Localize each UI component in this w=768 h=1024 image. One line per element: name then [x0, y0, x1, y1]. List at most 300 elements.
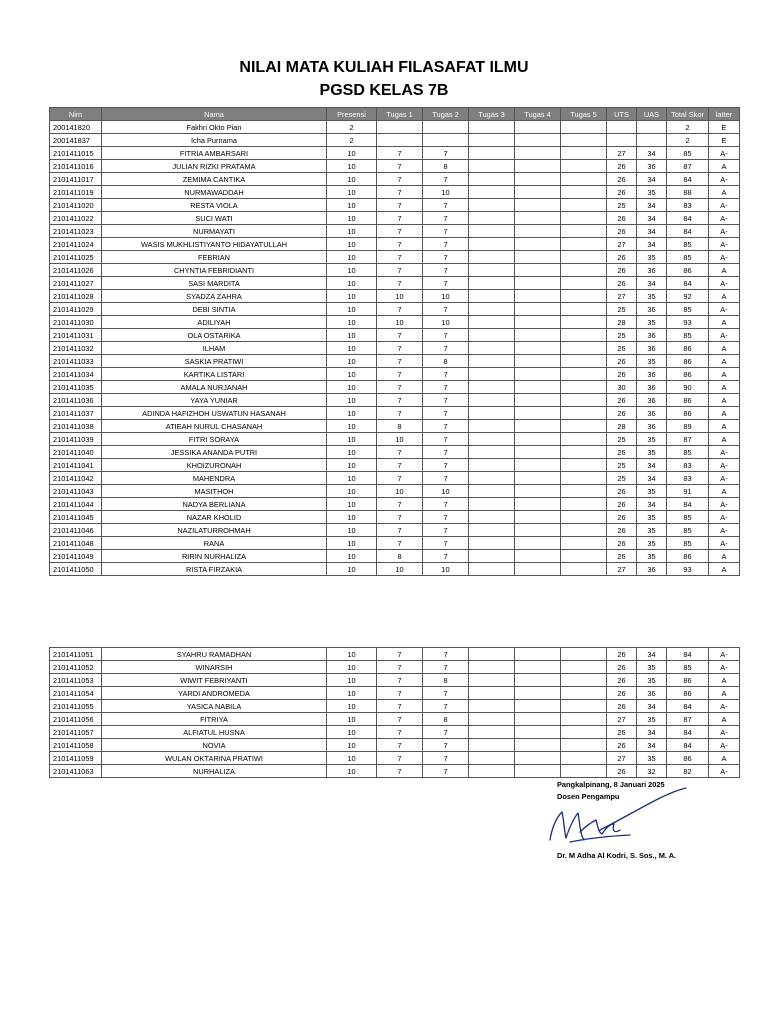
table-cell: 85 [667, 537, 709, 550]
table-cell: 10 [327, 537, 377, 550]
table-cell: 10 [327, 420, 377, 433]
table-cell: 10 [327, 524, 377, 537]
table-cell: 10 [327, 186, 377, 199]
table-cell: 10 [327, 277, 377, 290]
table-row [50, 433, 740, 446]
table-cell [561, 485, 607, 498]
table-cell: 10 [327, 355, 377, 368]
table-cell: 26 [607, 739, 637, 752]
table-cell: 2101411050 [50, 563, 102, 576]
table-cell [561, 700, 607, 713]
table-cell: 2101411059 [50, 752, 102, 765]
table-cell: NURMAWADDAH [102, 186, 327, 199]
table-cell [607, 134, 637, 147]
table-cell: 10 [423, 485, 469, 498]
table-cell [515, 329, 561, 342]
table-cell: 7 [423, 173, 469, 186]
table-cell: Icha Purnama [102, 134, 327, 147]
table-cell: 26 [607, 368, 637, 381]
table-cell: SYADZA ZAHRA [102, 290, 327, 303]
table-cell [469, 186, 515, 199]
table-cell: 7 [377, 342, 423, 355]
table-cell [561, 303, 607, 316]
table-cell [469, 446, 515, 459]
table-cell: ADILIYAH [102, 316, 327, 329]
table-cell: 10 [327, 225, 377, 238]
table-cell: A [709, 264, 740, 277]
table-cell [561, 420, 607, 433]
table-cell: 7 [377, 537, 423, 550]
table-cell: ATIEAH NURUL CHASANAH [102, 420, 327, 433]
table-cell [515, 342, 561, 355]
table-cell: 7 [377, 303, 423, 316]
table-cell: 7 [377, 186, 423, 199]
table-header-row [50, 108, 740, 121]
table-cell [561, 160, 607, 173]
table-cell [515, 394, 561, 407]
table-cell: 35 [637, 485, 667, 498]
table-cell: 82 [667, 765, 709, 778]
table-cell: 2101411043 [50, 485, 102, 498]
table-cell: 2101411034 [50, 368, 102, 381]
table-cell: 25 [607, 329, 637, 342]
table-cell: 34 [637, 212, 667, 225]
table-cell: A- [709, 472, 740, 485]
table-cell: 35 [637, 661, 667, 674]
table-cell: 10 [327, 459, 377, 472]
table-cell: 27 [607, 290, 637, 303]
table-cell: 7 [423, 342, 469, 355]
table-row [50, 277, 740, 290]
table-cell: 26 [607, 173, 637, 186]
table-row [50, 700, 740, 713]
table-cell: 7 [423, 433, 469, 446]
table-cell: A- [709, 459, 740, 472]
table-cell [637, 134, 667, 147]
table-cell: 85 [667, 511, 709, 524]
table-cell [469, 381, 515, 394]
table-cell: 85 [667, 303, 709, 316]
table-cell [515, 121, 561, 134]
table-cell: A- [709, 765, 740, 778]
table-cell: 85 [667, 446, 709, 459]
table-cell: 34 [637, 459, 667, 472]
table-cell [515, 485, 561, 498]
table-cell: 25 [607, 433, 637, 446]
table-cell [469, 251, 515, 264]
table-cell [469, 485, 515, 498]
table-cell [469, 277, 515, 290]
table-row [50, 420, 740, 433]
table-cell: 7 [377, 251, 423, 264]
table-cell: A- [709, 199, 740, 212]
table-cell: 86 [667, 342, 709, 355]
table-cell: 7 [423, 726, 469, 739]
table-cell [469, 739, 515, 752]
table-cell: 35 [637, 186, 667, 199]
signature-role: Dosen Pengampu [557, 792, 620, 801]
table-cell [469, 173, 515, 186]
table-cell [515, 290, 561, 303]
table-cell: A [709, 563, 740, 576]
table-cell [515, 199, 561, 212]
table-cell: 34 [637, 648, 667, 661]
table-cell: 7 [377, 394, 423, 407]
table-cell: A [709, 550, 740, 563]
table-cell [515, 648, 561, 661]
table-cell: 34 [637, 726, 667, 739]
table-cell: 26 [607, 498, 637, 511]
table-cell: 26 [607, 726, 637, 739]
table-cell: 7 [423, 524, 469, 537]
table-cell: 30 [607, 381, 637, 394]
table-cell [469, 674, 515, 687]
table-cell: 10 [327, 407, 377, 420]
table-cell: 2 [667, 121, 709, 134]
table-cell: 84 [667, 739, 709, 752]
table-cell [423, 134, 469, 147]
table-cell: A- [709, 238, 740, 251]
table-cell: 35 [637, 511, 667, 524]
table-cell: SASKIA PRATIWI [102, 355, 327, 368]
table-cell: 10 [327, 726, 377, 739]
table-cell: 10 [377, 433, 423, 446]
table-row [50, 134, 740, 147]
table-cell: 2101411023 [50, 225, 102, 238]
table-cell [561, 251, 607, 264]
table-cell: 2101411041 [50, 459, 102, 472]
table-cell: 36 [637, 264, 667, 277]
table-row [50, 394, 740, 407]
table-cell [561, 134, 607, 147]
table-cell: ADINDA HAFIZHOH USWATUN HASANAH [102, 407, 327, 420]
table-cell: 35 [637, 674, 667, 687]
table-cell: 7 [423, 329, 469, 342]
table-cell [469, 700, 515, 713]
table-cell [515, 687, 561, 700]
table-cell: 2 [327, 121, 377, 134]
table-cell: NAZAR KHOLID [102, 511, 327, 524]
table-cell: 8 [423, 674, 469, 687]
signature-name: Dr. M Adha Al Kodri, S. Sos., M. A. [557, 851, 677, 860]
table-cell [469, 472, 515, 485]
table-cell: 35 [637, 290, 667, 303]
table-cell [515, 459, 561, 472]
table-cell: NAZILATURROHMAH [102, 524, 327, 537]
table-cell: 2101411033 [50, 355, 102, 368]
table-row [50, 316, 740, 329]
table-cell [469, 238, 515, 251]
table-cell: RIRIN NURHALIZA [102, 550, 327, 563]
table-cell: WINARSIH [102, 661, 327, 674]
table-cell [469, 498, 515, 511]
table-cell [469, 459, 515, 472]
table-cell: RISTA FIRZAKIA [102, 563, 327, 576]
table-cell: 93 [667, 316, 709, 329]
table-cell: 36 [637, 394, 667, 407]
table-cell: 8 [423, 160, 469, 173]
table-cell: JESSIKA ANANDA PUTRI [102, 446, 327, 459]
table-cell: 7 [377, 147, 423, 160]
table-cell [469, 329, 515, 342]
table-cell: NURMAYATI [102, 225, 327, 238]
table-cell: 7 [377, 459, 423, 472]
table-cell: A- [709, 147, 740, 160]
table-cell: 25 [607, 199, 637, 212]
table-row [50, 186, 740, 199]
table-cell: 7 [423, 498, 469, 511]
table-cell: 7 [423, 381, 469, 394]
table-cell [469, 121, 515, 134]
table-cell: 10 [327, 147, 377, 160]
table-cell [469, 303, 515, 316]
table-cell [515, 212, 561, 225]
table-cell [469, 524, 515, 537]
table-cell: 7 [377, 277, 423, 290]
table-cell: 26 [607, 355, 637, 368]
table-cell: FITRIYA [102, 713, 327, 726]
table-cell: 10 [327, 713, 377, 726]
table-cell: 84 [667, 225, 709, 238]
table-cell: A [709, 420, 740, 433]
table-cell [515, 368, 561, 381]
column-header: UAS [637, 108, 667, 121]
table-cell: 34 [637, 472, 667, 485]
table-cell: 93 [667, 563, 709, 576]
table-cell: 7 [423, 446, 469, 459]
table-cell [515, 316, 561, 329]
table-cell: 7 [377, 173, 423, 186]
table-cell: 10 [327, 316, 377, 329]
table-cell [469, 661, 515, 674]
table-cell: 10 [327, 765, 377, 778]
table-row [50, 147, 740, 160]
table-cell: 2101411035 [50, 381, 102, 394]
table-cell: A- [709, 537, 740, 550]
table-cell [515, 407, 561, 420]
table-cell [515, 277, 561, 290]
table-cell [515, 700, 561, 713]
table-cell: 7 [377, 752, 423, 765]
table-cell: 7 [423, 251, 469, 264]
table-row [50, 511, 740, 524]
table-cell: 2101411037 [50, 407, 102, 420]
table-cell [469, 563, 515, 576]
table-row [50, 173, 740, 186]
table-cell [423, 121, 469, 134]
table-cell: 10 [327, 238, 377, 251]
table-cell: A [709, 674, 740, 687]
table-cell: NADYA BERLIANA [102, 498, 327, 511]
table-cell: 2 [327, 134, 377, 147]
table-cell: 2101411027 [50, 277, 102, 290]
table-cell: 2101411057 [50, 726, 102, 739]
column-header: Tugas 5 [561, 108, 607, 121]
table-cell: 7 [377, 264, 423, 277]
table-cell: 35 [637, 316, 667, 329]
table-cell: NURHALIZA [102, 765, 327, 778]
table-cell: 7 [377, 498, 423, 511]
table-cell [637, 121, 667, 134]
table-cell [561, 752, 607, 765]
table-cell: 7 [377, 212, 423, 225]
table-cell [561, 238, 607, 251]
table-cell: 2101411026 [50, 264, 102, 277]
column-header: Tugas 1 [377, 108, 423, 121]
table-cell [515, 303, 561, 316]
table-cell [515, 550, 561, 563]
table-cell: 10 [327, 485, 377, 498]
table-cell: 2101411031 [50, 329, 102, 342]
table-cell: 35 [637, 537, 667, 550]
table-row [50, 368, 740, 381]
table-cell [515, 524, 561, 537]
table-cell: 10 [327, 661, 377, 674]
table-cell [515, 381, 561, 394]
table-cell: 10 [327, 199, 377, 212]
table-cell: 86 [667, 394, 709, 407]
table-cell: 10 [423, 316, 469, 329]
table-cell: 2101411030 [50, 316, 102, 329]
table-cell: E [709, 134, 740, 147]
table-cell: SYAHRU RAMADHAN [102, 648, 327, 661]
table-cell: 7 [423, 407, 469, 420]
table-cell: AMALA NURJANAH [102, 381, 327, 394]
table-cell: 32 [637, 765, 667, 778]
table-cell [515, 472, 561, 485]
table-cell: 26 [607, 225, 637, 238]
table-cell [515, 173, 561, 186]
table-cell: A- [709, 739, 740, 752]
table-row [50, 121, 740, 134]
table-cell [469, 511, 515, 524]
table-cell: A- [709, 648, 740, 661]
table-cell [561, 368, 607, 381]
table-cell: 35 [637, 251, 667, 264]
table-body-continued [50, 648, 740, 778]
column-header: Tugas 2 [423, 108, 469, 121]
table-cell: 26 [607, 674, 637, 687]
table-cell: 34 [637, 498, 667, 511]
table-cell: 7 [377, 648, 423, 661]
table-cell: 84 [667, 648, 709, 661]
table-cell: 7 [377, 524, 423, 537]
table-cell: A [709, 433, 740, 446]
table-cell: RANA [102, 537, 327, 550]
table-cell: 7 [377, 765, 423, 778]
table-cell [561, 394, 607, 407]
table-cell [515, 433, 561, 446]
table-cell: 10 [327, 563, 377, 576]
table-cell: 86 [667, 264, 709, 277]
table-cell: 88 [667, 186, 709, 199]
table-row [50, 381, 740, 394]
table-cell: 83 [667, 199, 709, 212]
table-cell: 10 [327, 472, 377, 485]
table-row [50, 485, 740, 498]
table-row [50, 498, 740, 511]
table-cell: 34 [637, 147, 667, 160]
table-cell: 86 [667, 407, 709, 420]
table-cell: 10 [327, 648, 377, 661]
table-cell: ZEMIMA CANTIKA [102, 173, 327, 186]
table-row [50, 212, 740, 225]
table-row [50, 459, 740, 472]
table-cell: 7 [423, 277, 469, 290]
table-cell: 7 [423, 537, 469, 550]
table-cell: 27 [607, 147, 637, 160]
table-cell [469, 147, 515, 160]
table-cell: 85 [667, 251, 709, 264]
table-cell: 83 [667, 472, 709, 485]
table-cell: 28 [607, 316, 637, 329]
table-cell: 7 [377, 472, 423, 485]
table-cell: 7 [423, 303, 469, 316]
table-cell: 84 [667, 173, 709, 186]
table-cell [469, 199, 515, 212]
table-cell: 27 [607, 563, 637, 576]
table-cell: 10 [423, 290, 469, 303]
table-cell: 2101411036 [50, 394, 102, 407]
table-cell: 7 [377, 713, 423, 726]
table-cell: 10 [377, 316, 423, 329]
table-cell: 7 [377, 238, 423, 251]
table-cell: 10 [327, 290, 377, 303]
table-row [50, 687, 740, 700]
table-cell: 2101411039 [50, 433, 102, 446]
table-cell [469, 160, 515, 173]
table-cell: 34 [637, 238, 667, 251]
table-cell [561, 355, 607, 368]
table-cell: 10 [377, 563, 423, 576]
table-cell [561, 199, 607, 212]
table-cell: 7 [423, 147, 469, 160]
table-cell: A [709, 355, 740, 368]
table-cell [515, 511, 561, 524]
table-cell: 7 [377, 446, 423, 459]
table-cell: A- [709, 329, 740, 342]
table-cell: 86 [667, 368, 709, 381]
table-cell: 35 [637, 713, 667, 726]
page-title: NILAI MATA KULIAH FILASAFAT ILMU [239, 59, 529, 76]
table-cell: 26 [607, 648, 637, 661]
table-cell: YARDI ANDROMEDA [102, 687, 327, 700]
table-cell: 2101411032 [50, 342, 102, 355]
column-header: Presensi [327, 108, 377, 121]
table-cell: 10 [327, 173, 377, 186]
table-row [50, 674, 740, 687]
table-cell: 7 [377, 199, 423, 212]
table-cell [561, 674, 607, 687]
table-cell [515, 739, 561, 752]
table-cell: 10 [423, 186, 469, 199]
table-cell: 34 [637, 277, 667, 290]
table-cell [561, 342, 607, 355]
table-cell [469, 726, 515, 739]
table-row [50, 524, 740, 537]
table-cell: 8 [377, 420, 423, 433]
table-cell: 87 [667, 433, 709, 446]
table-row [50, 290, 740, 303]
table-cell: 2101411029 [50, 303, 102, 316]
table-cell: 7 [377, 355, 423, 368]
table-cell: A [709, 381, 740, 394]
table-cell: 7 [377, 674, 423, 687]
table-row [50, 752, 740, 765]
table-cell: 7 [423, 459, 469, 472]
table-row [50, 407, 740, 420]
table-cell [561, 212, 607, 225]
